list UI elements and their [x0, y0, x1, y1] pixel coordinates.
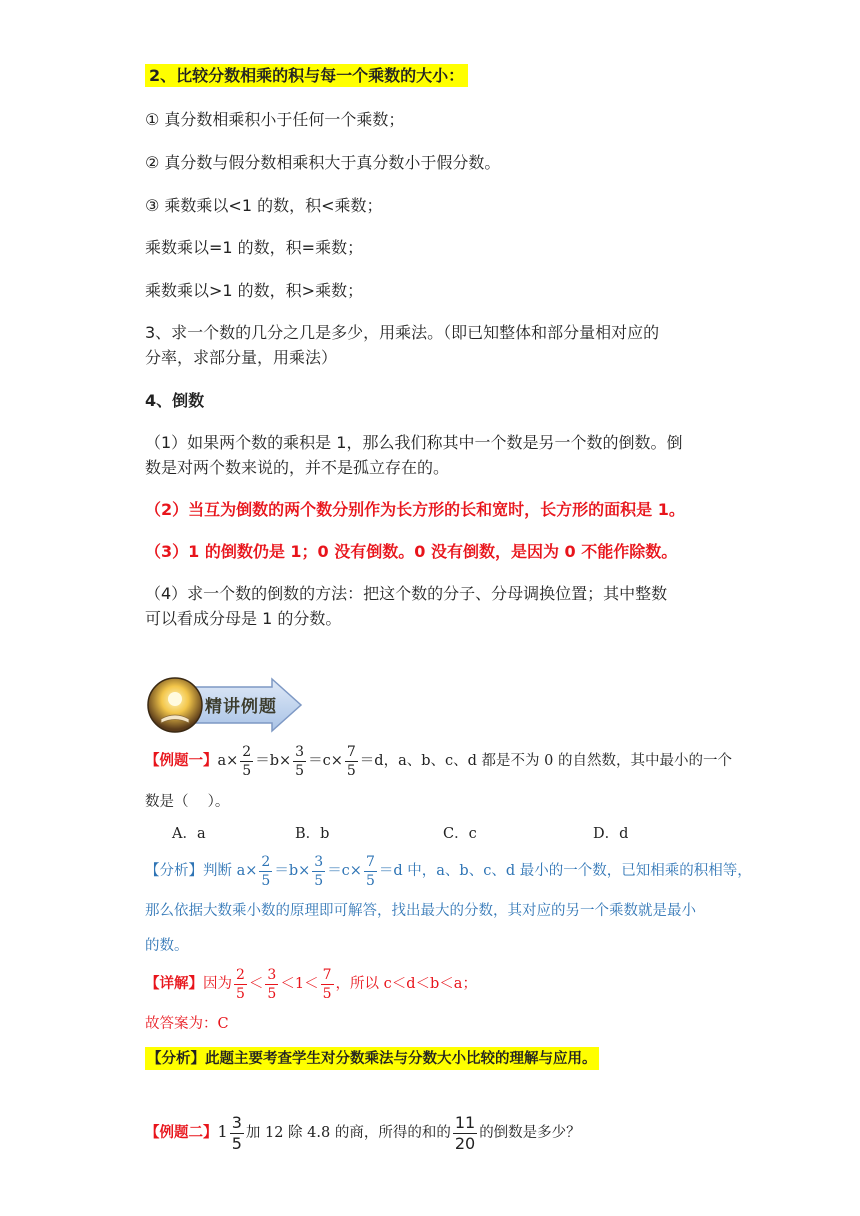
- rule-item-5: 乘数乘以>1 的数，积>乘数；: [145, 281, 364, 300]
- section2-title: 2、比较分数相乘的积与每一个乘数的大小：: [145, 63, 468, 89]
- example1-tag: 【例题一】: [145, 752, 218, 769]
- example1-analysis-line3: 的数。: [145, 938, 189, 954]
- detail-tag: 【详解】: [145, 975, 203, 992]
- example1-summary: 【分析】此题主要考查学生对分数乘法与分数大小比较的理解与应用。: [145, 1046, 599, 1072]
- fraction: $\frac{7}{5}$: [346, 743, 356, 779]
- section3-line2: 分率，求部分量，用乘法）: [145, 348, 338, 367]
- option-c: C．c: [443, 826, 477, 842]
- fraction: $\frac{3}{5}$: [267, 966, 277, 1002]
- section4-p4-line2: 可以看成分母是 1 的分数。: [145, 609, 342, 628]
- fraction: $\frac{2}{5}$: [236, 966, 245, 1002]
- section4-title: 4、倒数: [145, 391, 205, 410]
- analysis-tag: 【分析】: [145, 863, 203, 879]
- rule-item-4: 乘数乘以=1 的数，积=乘数；: [145, 238, 364, 257]
- fraction: $\frac{2}{5}$: [261, 853, 271, 889]
- banner-label: 精讲例题: [205, 697, 277, 717]
- example1-question-line2: 数是（ ）。: [145, 794, 230, 810]
- example1-analysis-line1: 【分析】判断 a× $\frac{2}{5}$ ＝b× $\frac{3}{5}$ ＝c× $\frac{7}{5}$ ＝d 中，a、b、c、d 最小的一个数，已知相乘的积相等，: [145, 853, 752, 889]
- option-d: D．d: [593, 826, 629, 842]
- example-banner: [147, 675, 307, 735]
- section3-line1: 3、求一个数的几分之几是多少，用乘法。（即已知整体和部分量相对应的: [145, 323, 660, 342]
- fraction: $\frac{3}{5}$: [314, 853, 324, 889]
- section4-p2: （2）当互为倒数的两个数分别作为长方形的长和宽时，长方形的面积是 1。: [145, 500, 685, 519]
- example2-tag: 【例题二】: [145, 1124, 218, 1141]
- fraction: $\frac{2}{5}$: [242, 743, 252, 779]
- example1-analysis-line2: 那么依据大数乘小数的原理即可解答，找出最大的分数，其对应的另一个乘数就是最小: [145, 903, 696, 919]
- option-b: B．b: [295, 826, 330, 842]
- example1-question-line1: 【例题一】a× $\frac{2}{5}$ ＝b× $\frac{3}{5}$ ＝c× $\frac{7}{5}$ ＝d，a、b、c、d 都是不为 0 的自然数，其中最小的一个: [145, 743, 732, 779]
- option-a: A．a: [172, 826, 206, 842]
- rule-item-2: ② 真分数与假分数相乘积大于真分数小于假分数。: [145, 153, 501, 172]
- fraction: $\frac{7}{5}$: [365, 853, 375, 889]
- summary-tag: 【分析】: [147, 1050, 205, 1067]
- section4-p4-line1: （4）求一个数的倒数的方法：把这个数的分子、分母调换位置；其中整数: [145, 584, 668, 603]
- example1-answer: 故答案为：C: [145, 1016, 229, 1032]
- fraction: $\frac{3}{5}$: [231, 1112, 242, 1153]
- rule-item-3: ③ 乘数乘以<1 的数，积<乘数；: [145, 196, 383, 215]
- example1-detail: 【详解】因为 $\frac{2}{5}$ ＜ $\frac{3}{5}$ ＜1＜ $\frac{7}{5}$ ，所以 c＜d＜b＜a；: [145, 966, 477, 1002]
- section4-p1-line2: 数是对两个数来说的，并不是孤立存在的。: [145, 458, 450, 477]
- example2-question: 【例题二】1 $\frac{3}{5}$ 加 12 除 4.8 的商，所得的和的 $\frac{11}{20}$ 的倒数是多少？: [145, 1112, 581, 1153]
- section4-p3: （3）1 的倒数仍是 1；0 没有倒数。0 没有倒数，是因为 0 不能作除数。: [145, 542, 678, 561]
- fraction: $\frac{3}{5}$: [295, 743, 305, 779]
- rule-item-1: ① 真分数相乘积小于任何一个乘数；: [145, 110, 405, 129]
- fraction: $\frac{11}{20}$: [454, 1112, 476, 1153]
- section4-p1-line1: （1）如果两个数的乘积是 1，那么我们称其中一个数是另一个数的倒数。倒: [145, 433, 683, 452]
- fraction: $\frac{7}{5}$: [322, 966, 332, 1002]
